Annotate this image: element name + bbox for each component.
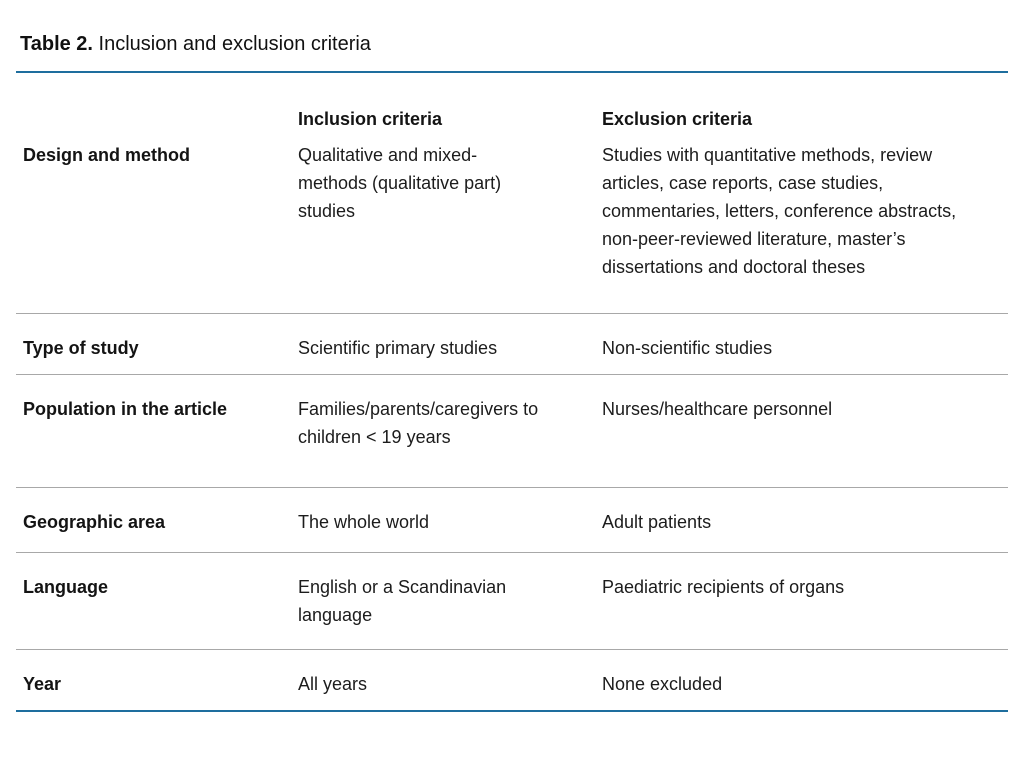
row-label: Population in the article <box>23 399 228 419</box>
row-label: Type of study <box>23 338 139 358</box>
exclusion-cell: Studies with quantitative methods, review articles, case reports, case studies, commentaries, letters, conference abstracts, non-peer-reviewed literature, master’s dissertations and doctoral theses <box>602 145 957 277</box>
exclusion-cell: Adult patients <box>602 512 712 532</box>
criteria-table <box>16 71 1008 712</box>
inclusion-cell: Families/parents/caregivers to children < 19 years <box>298 399 539 447</box>
table-row-year <box>16 649 1008 710</box>
inclusion-cell: The whole world <box>298 512 430 532</box>
row-label: Language <box>23 577 109 597</box>
header-exclusion-criteria: Exclusion criteria <box>602 109 753 129</box>
inclusion-cell: English or a Scandinavian language <box>298 577 507 625</box>
inclusion-cell: Scientific primary studies <box>298 338 498 358</box>
table-row-type-of-study <box>16 313 1008 374</box>
table-caption-text: Inclusion and exclusion criteria <box>93 33 371 55</box>
table-row-geographic-area <box>16 487 1008 552</box>
inclusion-cell: All years <box>298 674 368 694</box>
table-header-row <box>16 73 1008 133</box>
exclusion-cell: Paediatric recipients of organs <box>602 577 845 597</box>
exclusion-cell: Nurses/healthcare personnel <box>602 399 833 419</box>
table-row-design-and-method <box>16 133 1008 313</box>
exclusion-cell: None excluded <box>602 674 723 694</box>
table-row-population <box>16 374 1008 487</box>
inclusion-cell: Qualitative and mixed-methods (qualitative part) studies <box>298 145 502 221</box>
table-caption <box>20 30 1008 58</box>
row-label: Year <box>23 674 62 694</box>
header-inclusion-criteria: Inclusion criteria <box>298 109 443 129</box>
row-label: Design and method <box>23 145 191 165</box>
table-row-language <box>16 552 1008 649</box>
table-caption-label: Table 2. <box>20 33 93 55</box>
row-label: Geographic area <box>23 512 166 532</box>
exclusion-cell: Non-scientific studies <box>602 338 773 358</box>
